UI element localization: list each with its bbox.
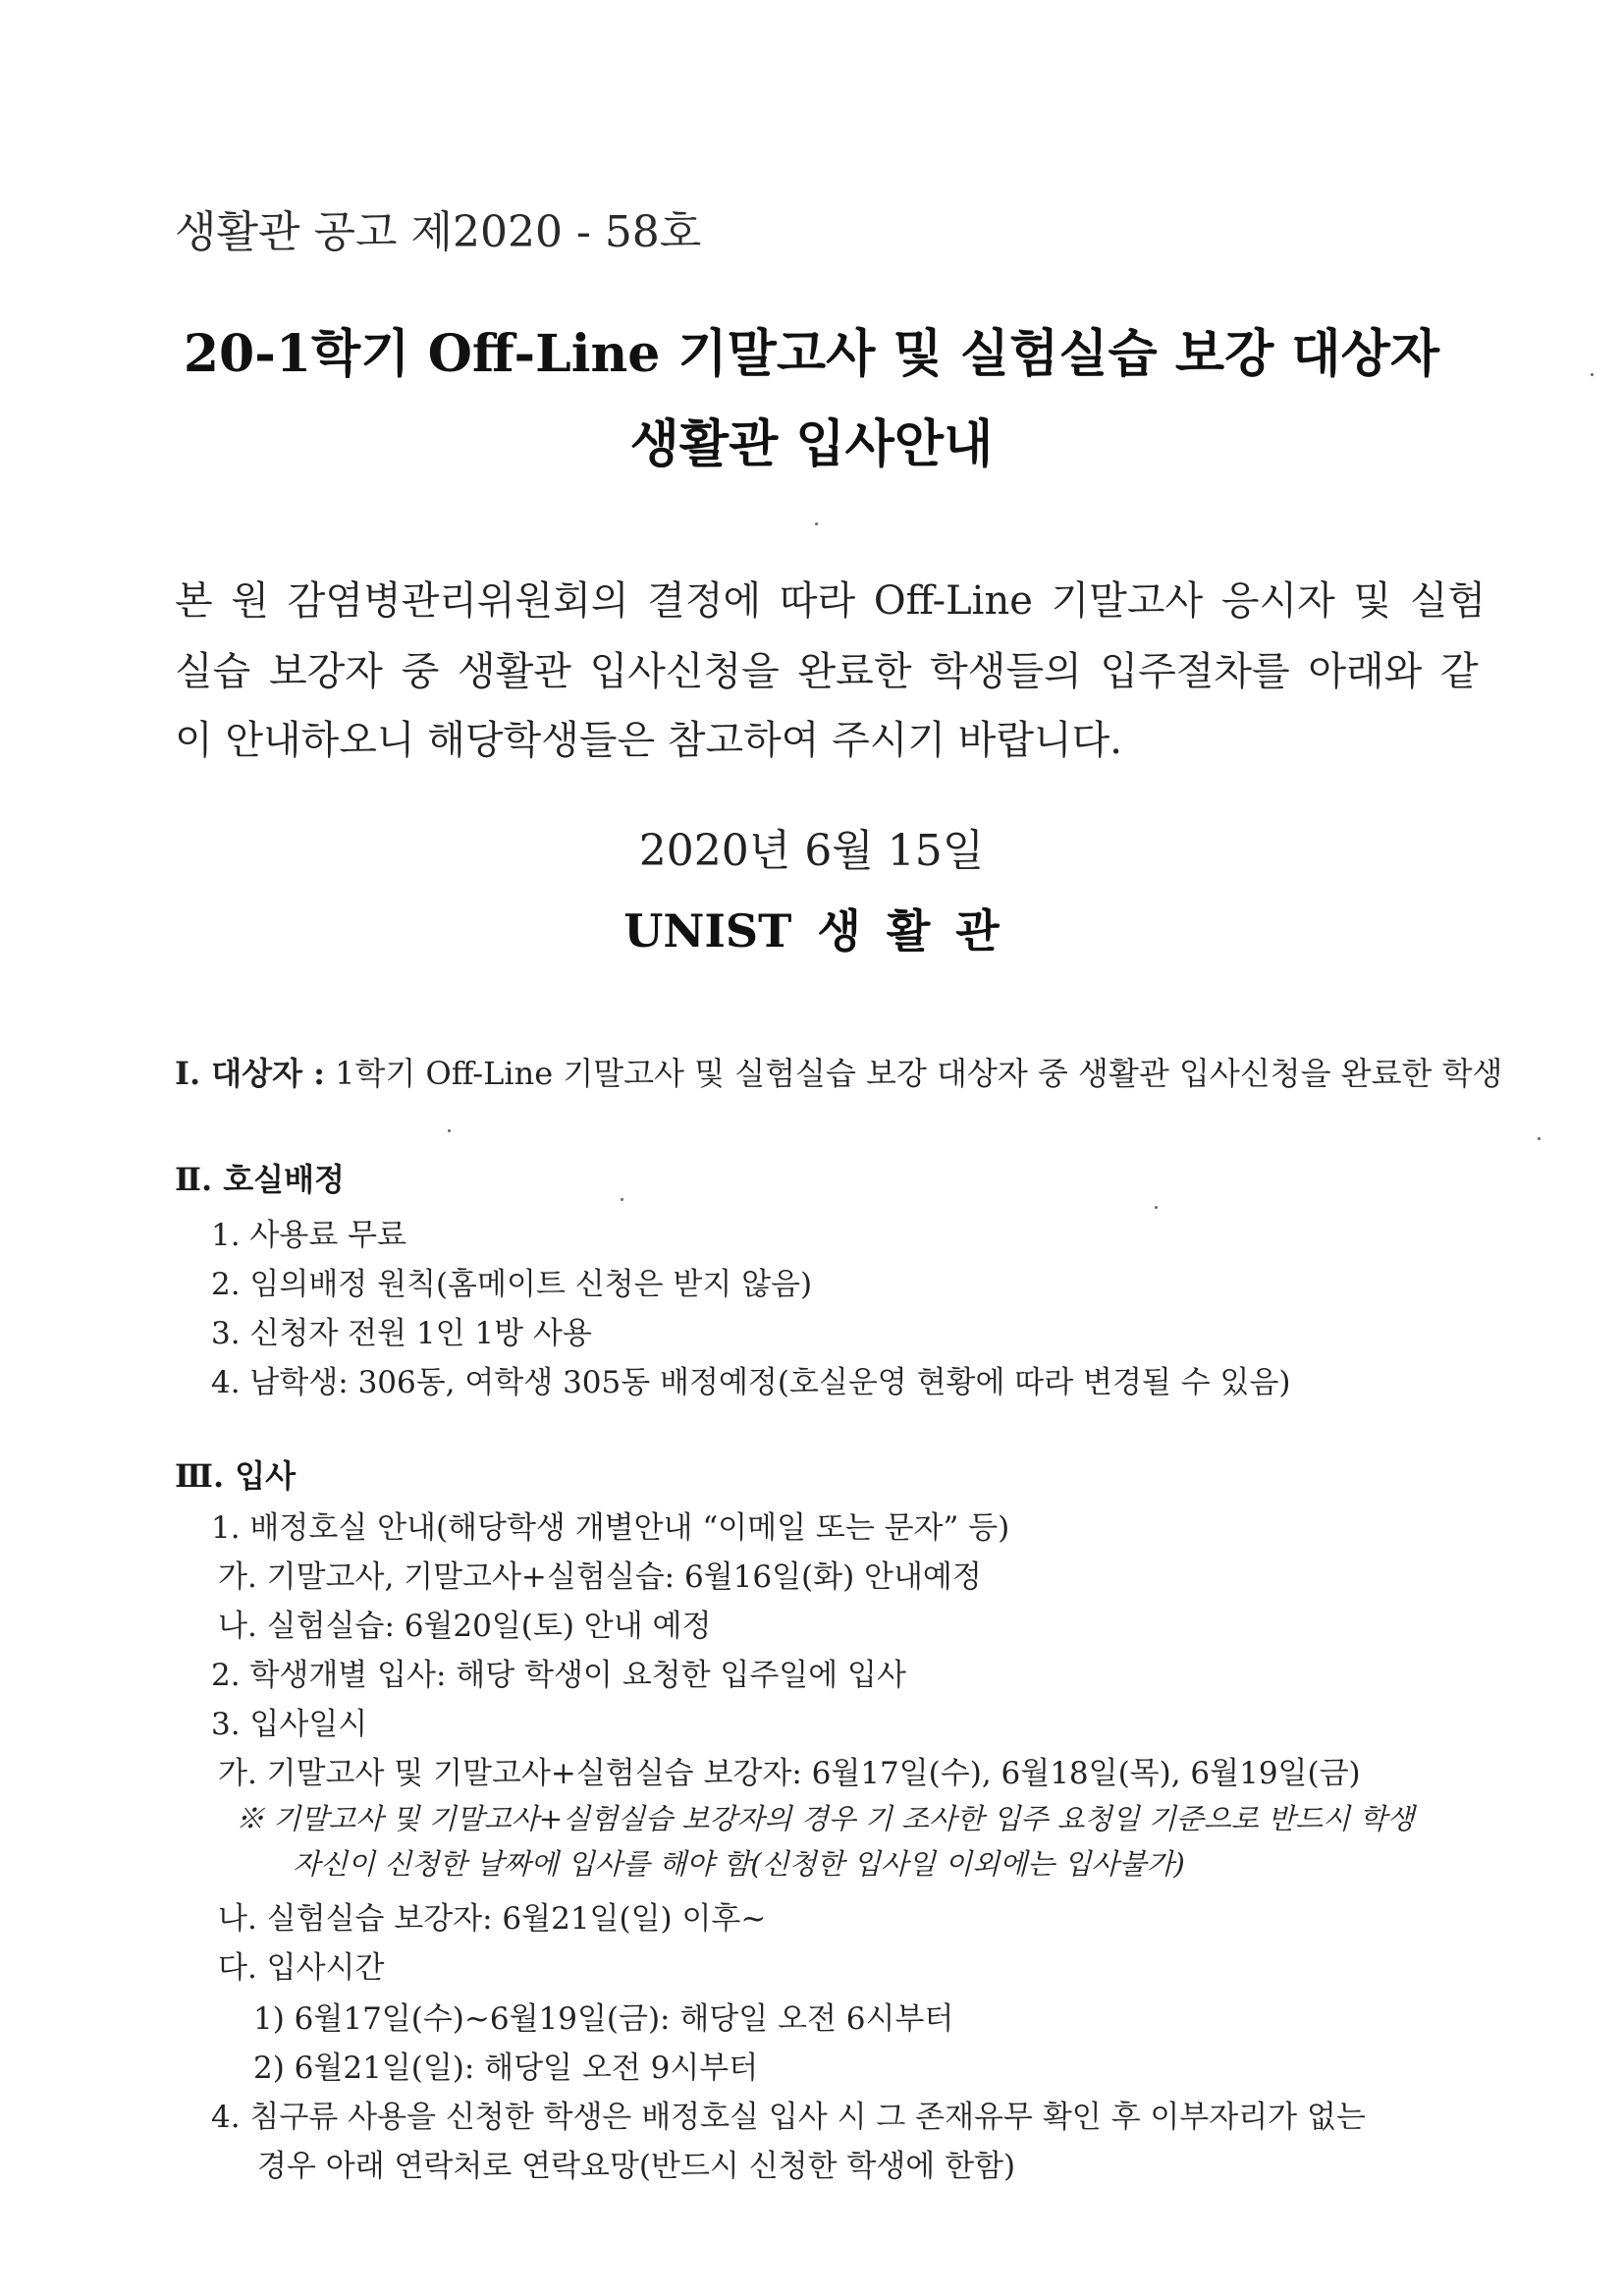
scan-speck [815,522,818,525]
section-3-item-3b: 나. 실험실습 보강자: 6월21일(일) 이후~ [218,1901,767,1937]
section-1-target [175,1049,1502,1094]
section-1-heading: Ⅰ. 대상자 : [175,1055,325,1092]
section-3-item-1: 1. 배정호실 안내(해당학생 개별안내 “이메일 또는 문자” 등) [211,1510,1010,1546]
section-3-note-line-2: 자신이 신청한 날짜에 입사를 해야 함(신청한 입사일 이외에는 입사불가) [293,1847,1185,1881]
scan-speck [1538,1137,1541,1140]
section-3-item-3a: 가. 기말고사 및 기말고사+실험실습 보강자: 6월17일(수), 6월18일(목), 6월19일(금) [218,1756,1361,1791]
section-3-item-1b: 나. 실험실습: 6월20일(토) 안내 예정 [218,1609,712,1644]
section-3-item-3c: 다. 입사시간 [218,1950,385,1986]
intro-paragraph-line-1: 본 원 감염병관리위원회의 결정에 따라 Off-Line 기말고사 응시자 및 실험 [175,578,1487,624]
section-1-text: 1학기 Off-Line 기말고사 및 실험실습 보강 대상자 중 생활관 입사신청을 완료한 학생 [335,1055,1503,1092]
section-2-item: 2. 임의배정 원칙(홈메이트 신청은 받지 않음) [211,1267,813,1302]
section-3-item-3c1: 1) 6월17일(수)~6월19일(금): 해당일 오전 6시부터 [253,2001,954,2037]
document-title-line-1: 20-1학기 Off-Line 기말고사 및 실험실습 보강 대상자 [183,324,1440,384]
section-3-item-2: 2. 학생개별 입사: 해당 학생이 요청한 입주일에 입사 [211,1658,906,1693]
section-3-note-line-1: ※ 기말고사 및 기말고사+실험실습 보강자의 경우 기 조사한 입주 요청일 기준으로 반드시 학생 [236,1802,1415,1835]
notice-date: 2020년 6월 15일 [638,826,985,876]
section-3-item-1a: 가. 기말고사, 기말고사+실험실습: 6월16일(화) 안내예정 [218,1559,982,1595]
document-title-line-2: 생활관 입사안내 [629,414,994,474]
intro-paragraph-line-3: 이 안내하오니 해당학생들은 참고하여 주시기 바랍니다. [175,718,1123,763]
section-2-item: 4. 남학생: 306동, 여학생 305동 배정예정(호실운영 현황에 따라 변경될 수 있음) [211,1365,1291,1400]
section-3-heading: Ⅲ. 입사 [175,1457,297,1495]
section-3-item-4-line-1: 4. 침구류 사용을 신청한 학생은 배정호실 입사 시 그 존재유무 확인 후 이부자리가 없는 [211,2100,1366,2135]
section-3-item-3: 3. 입사일시 [211,1707,368,1742]
section-2-item: 3. 신청자 전원 1인 1방 사용 [211,1316,592,1351]
intro-paragraph-line-2: 실습 보강자 중 생활관 입사신청을 완료한 학생들의 입주절차를 아래와 같 [175,649,1479,694]
scan-speck [1591,373,1594,376]
section-3-item-3c2: 2) 6월21일(일): 해당일 오전 9시부터 [253,2050,759,2086]
scan-speck [1155,1206,1158,1209]
scan-speck [448,1129,451,1132]
section-2-heading: Ⅱ. 호실배정 [175,1161,345,1198]
section-3-item-4-line-2: 경우 아래 연락처로 연락요망(반드시 신청한 학생에 한함) [257,2149,1016,2184]
issuing-organization: UNIST 생 활 관 [623,904,1000,957]
scan-speck [621,1198,623,1201]
section-2-item: 1. 사용료 무료 [211,1218,407,1253]
notice-number: 생활관 공고 제2020 - 58호 [175,207,702,257]
